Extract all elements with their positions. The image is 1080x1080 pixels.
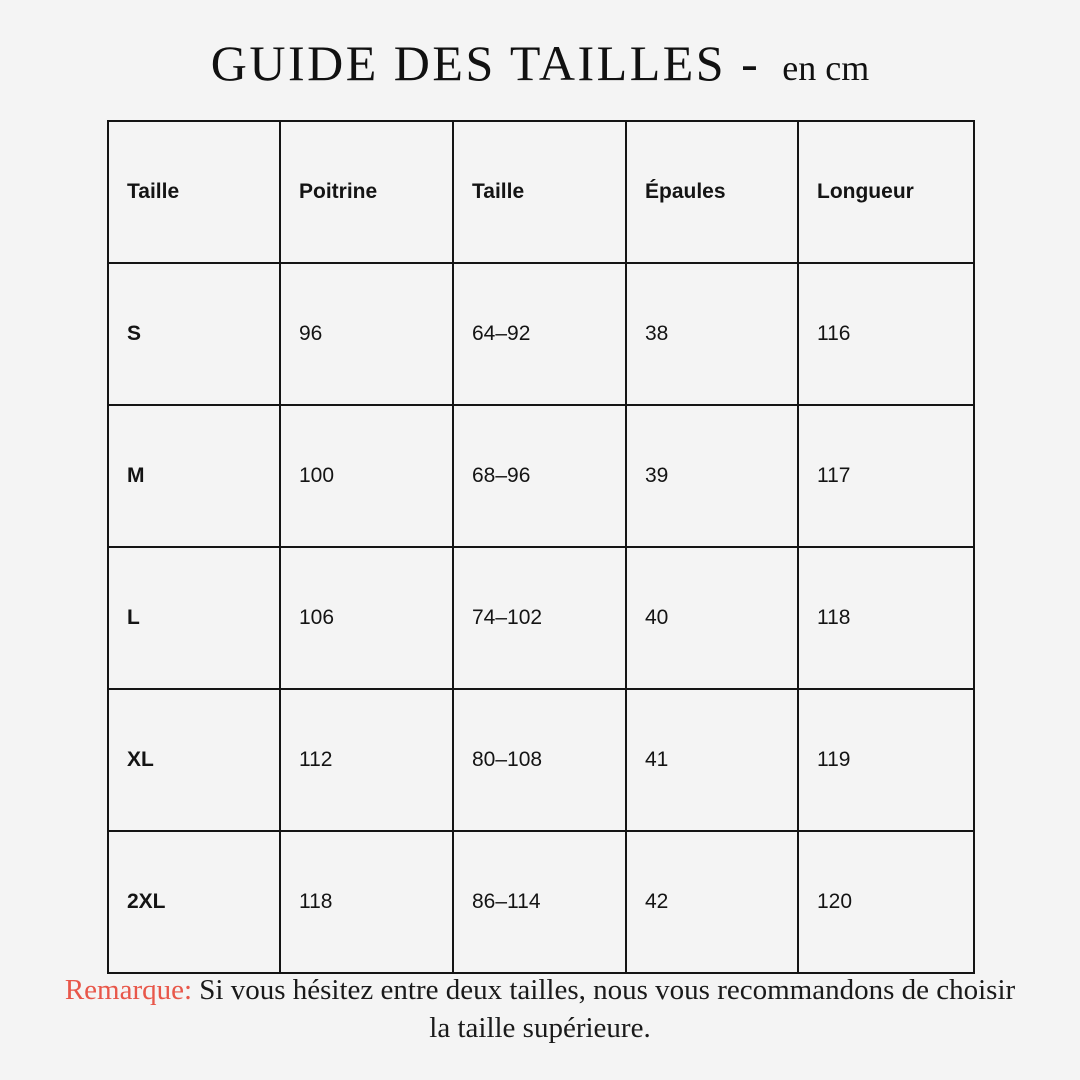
page-title-unit: en cm bbox=[782, 48, 870, 88]
cell-length: 117 bbox=[798, 405, 974, 547]
cell-chest: 96 bbox=[280, 263, 453, 405]
cell-waist: 74–102 bbox=[453, 547, 626, 689]
page-title-main: GUIDE DES TAILLES - bbox=[210, 35, 761, 91]
table-row bbox=[108, 405, 974, 547]
cell-length: 120 bbox=[798, 831, 974, 973]
column-header-longueur: Longueur bbox=[798, 121, 974, 263]
table-row bbox=[108, 263, 974, 405]
cell-chest: 112 bbox=[280, 689, 453, 831]
cell-length: 119 bbox=[798, 689, 974, 831]
cell-shoulders: 42 bbox=[626, 831, 798, 973]
cell-chest: 106 bbox=[280, 547, 453, 689]
size-table-container bbox=[107, 120, 973, 974]
cell-shoulders: 39 bbox=[626, 405, 798, 547]
cell-chest: 100 bbox=[280, 405, 453, 547]
table-row bbox=[108, 547, 974, 689]
cell-shoulders: 38 bbox=[626, 263, 798, 405]
note-label: Remarque: bbox=[64, 974, 193, 1006]
cell-size: 2XL bbox=[108, 831, 280, 973]
cell-waist: 80–108 bbox=[453, 689, 626, 831]
column-header-poitrine: Poitrine bbox=[280, 121, 453, 263]
cell-shoulders: 41 bbox=[626, 689, 798, 831]
cell-size: L bbox=[108, 547, 280, 689]
cell-length: 118 bbox=[798, 547, 974, 689]
table-header bbox=[108, 121, 974, 263]
cell-size: XL bbox=[108, 689, 280, 831]
cell-waist: 68–96 bbox=[453, 405, 626, 547]
cell-size: M bbox=[108, 405, 280, 547]
table-header-row bbox=[108, 121, 974, 263]
cell-shoulders: 40 bbox=[626, 547, 798, 689]
cell-waist: 64–92 bbox=[453, 263, 626, 405]
page-title bbox=[0, 34, 1080, 92]
column-header-epaules: Épaules bbox=[626, 121, 798, 263]
cell-length: 116 bbox=[798, 263, 974, 405]
cell-size: S bbox=[108, 263, 280, 405]
cell-waist: 86–114 bbox=[453, 831, 626, 973]
size-table bbox=[107, 120, 975, 974]
table-body bbox=[108, 263, 974, 973]
column-header-taille: Taille bbox=[108, 121, 280, 263]
table-row bbox=[108, 831, 974, 973]
table-row bbox=[108, 689, 974, 831]
note-text: Si vous hésitez entre deux tailles, nous vous recommandons de choisir la taille supérieure. bbox=[192, 974, 1016, 1044]
note bbox=[60, 972, 1020, 1047]
cell-chest: 118 bbox=[280, 831, 453, 973]
column-header-taille-mesure: Taille bbox=[453, 121, 626, 263]
